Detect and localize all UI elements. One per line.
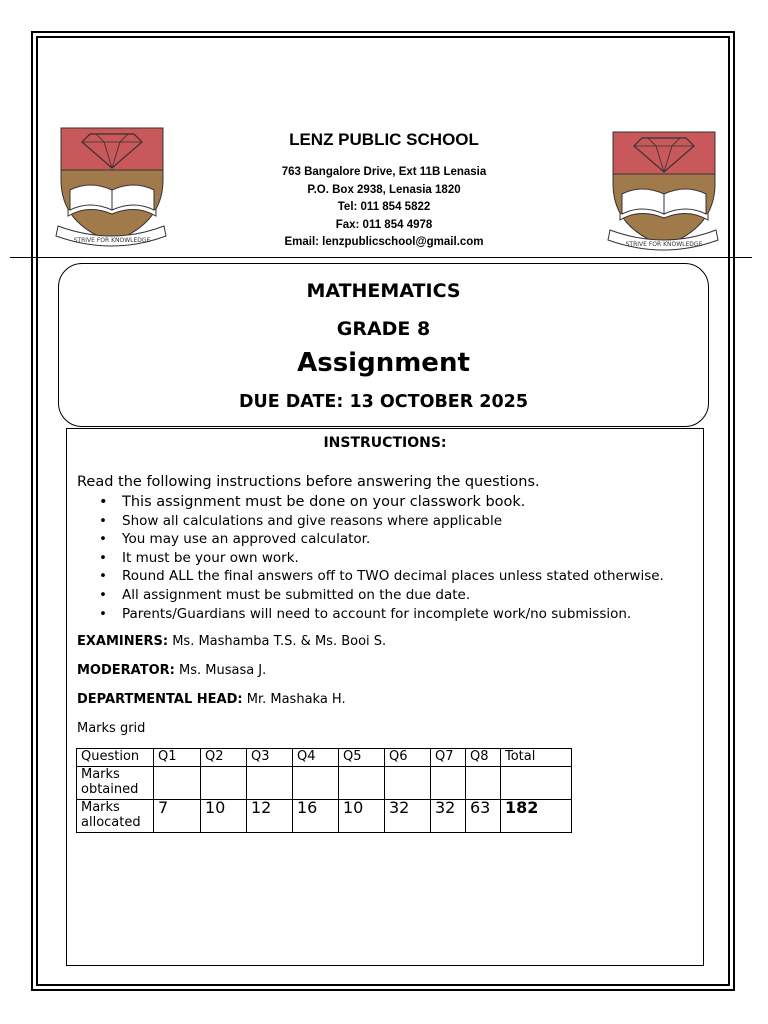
school-tel: Tel: 011 854 5822 (337, 201, 431, 213)
moderator-value: Ms. Musasa J. (174, 663, 267, 678)
marks-grid-table (76, 748, 572, 833)
header-divider (10, 257, 752, 258)
subject-title: MATHEMATICS (306, 280, 461, 302)
header-cell: Q1 (154, 749, 201, 767)
table-row (77, 800, 572, 833)
instructions-intro: Read the following instructions before answering the questions. (77, 474, 540, 490)
marks-allocated-cell: 63 (466, 800, 501, 833)
examiners-label: EXAMINERS: (77, 634, 169, 649)
instruction-item: • This assignment must be done on your classwork book. (99, 493, 664, 512)
instruction-item: • It must be your own work. (99, 549, 664, 568)
marks-total-cell: 182 (501, 800, 572, 833)
marks-allocated-cell: 32 (431, 800, 466, 833)
school-po-box: P.O. Box 2938, Lenasia 1820 (307, 183, 461, 196)
marks-obtained-cell (501, 767, 572, 800)
crest-icon (604, 128, 722, 258)
marks-allocated-cell: 10 (339, 800, 385, 833)
instruction-item: • All assignment must be submitted on the due date. (99, 586, 664, 605)
school-crest-right (604, 128, 722, 258)
marks-obtained-cell (466, 767, 501, 800)
header-cell: Q3 (247, 749, 293, 767)
school-address: 763 Bangalore Drive, Ext 11B Lenasia (281, 166, 487, 178)
svg-text:STRIVE FOR KNOWLEDGE: STRIVE FOR KNOWLEDGE (73, 237, 151, 244)
instruction-item: • Show all calculations and give reasons where applicable (99, 512, 664, 531)
header-cell: Q5 (339, 749, 385, 767)
instructions-box (66, 428, 704, 966)
marks-allocated-cell: 12 (247, 800, 293, 833)
marks-allocated-cell: 10 (201, 800, 247, 833)
marks-obtained-cell (201, 767, 247, 800)
department-head-label: DEPARTMENTAL HEAD: (77, 692, 243, 707)
school-crest-left (52, 124, 170, 254)
marks-obtained-cell (247, 767, 293, 800)
school-name: LENZ PUBLIC SCHOOL (289, 130, 479, 149)
examiners-value: Ms. Mashamba T.S. & Ms. Booi S. (168, 634, 387, 649)
row-label: Marks obtained (77, 767, 154, 800)
header-cell: Question (77, 749, 154, 767)
grade-title: GRADE 8 (336, 318, 431, 340)
instructions-list (99, 493, 664, 623)
instruction-item: • Round ALL the final answers off to TWO decimal places unless stated otherwise. (99, 567, 664, 586)
department-head-line (77, 692, 346, 707)
school-fax: Fax: 011 854 4978 (335, 218, 433, 231)
assignment-title: Assignment (297, 348, 470, 378)
header-cell: Q4 (293, 749, 339, 767)
header-cell: Q7 (431, 749, 466, 767)
marks-allocated-cell: 16 (293, 800, 339, 833)
header-cell: Total (501, 749, 572, 767)
marks-allocated-cell: 32 (385, 800, 431, 833)
header-cell: Q6 (385, 749, 431, 767)
header-cell: Q8 (466, 749, 501, 767)
school-email: Email: lenzpublicschool@gmail.com (284, 236, 484, 248)
instructions-heading: INSTRUCTIONS: (323, 435, 447, 451)
marks-obtained-cell (339, 767, 385, 800)
instruction-item: • Parents/Guardians will need to account for incomplete work/no submission. (99, 605, 664, 624)
marks-obtained-cell (385, 767, 431, 800)
marks-obtained-cell (293, 767, 339, 800)
school-header (200, 128, 568, 252)
department-head-value: Mr. Mashaka H. (242, 692, 346, 707)
moderator-line (77, 663, 266, 678)
title-box (58, 263, 709, 427)
examiners-line (77, 634, 386, 649)
instruction-item: • You may use an approved calculator. (99, 530, 664, 549)
crest-icon (52, 124, 170, 254)
marks-allocated-cell: 7 (154, 800, 201, 833)
marks-obtained-cell (154, 767, 201, 800)
row-label: Marks allocated (77, 800, 154, 833)
svg-text:STRIVE FOR KNOWLEDGE: STRIVE FOR KNOWLEDGE (625, 241, 703, 248)
moderator-label: MODERATOR: (77, 663, 175, 678)
due-date: DUE DATE: 13 OCTOBER 2025 (238, 392, 529, 412)
header-cell: Q2 (201, 749, 247, 767)
table-row (77, 767, 572, 800)
marks-grid-label: Marks grid (77, 721, 146, 736)
marks-obtained-cell (431, 767, 466, 800)
table-row (77, 749, 572, 767)
